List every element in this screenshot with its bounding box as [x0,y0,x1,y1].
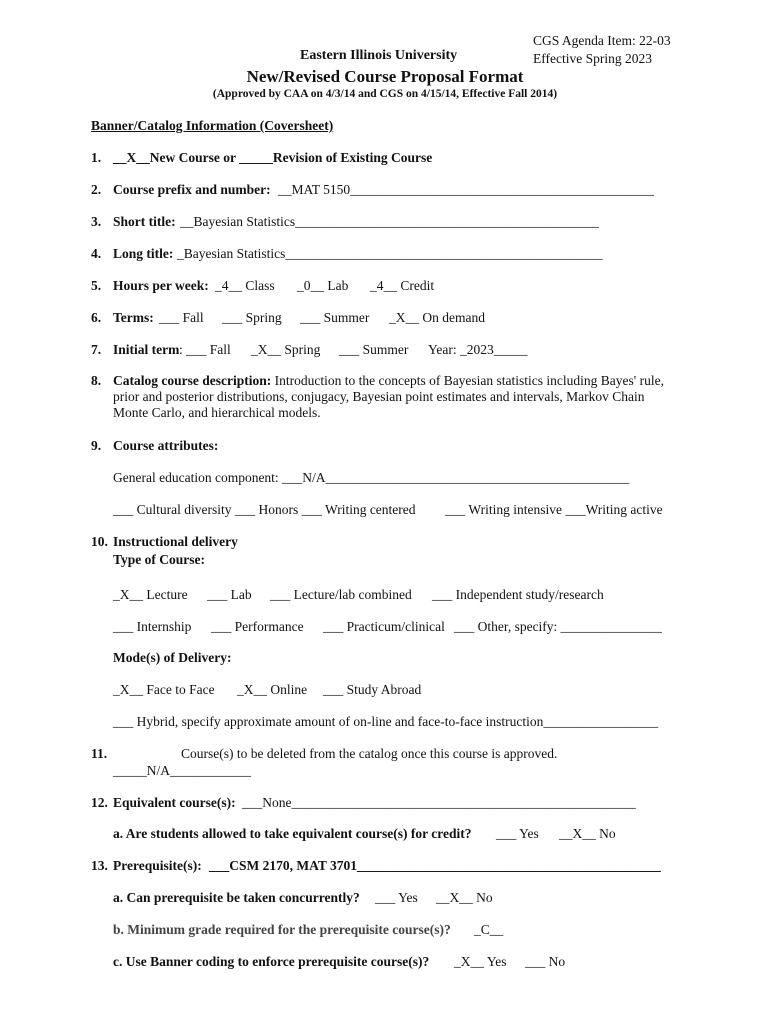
catalog-description [113,373,673,421]
courses-deleted-value: _____N/A____________ [113,763,251,778]
course-attributes-label: Course attributes: [113,438,219,453]
concurrent-yes: ___ Yes [375,890,418,905]
item-number: 11. [91,746,108,761]
type-lecture: _X__ Lecture [113,587,188,602]
terms-label: Terms: [113,310,154,325]
type-other: ___ Other, specify: _______________ [454,619,662,634]
long-title-label: Long title: [113,246,174,261]
hours-credit: _4__ Credit [370,278,435,293]
short-title-label: Short title: [113,214,176,229]
instructional-delivery-label: Instructional delivery [113,534,238,549]
initial-term-label: Initial term [113,342,180,357]
prerequisites-value: ___CSM 2170, MAT 3701_____________________________________________ [209,858,661,873]
equivalent-credit-no: __X__ No [559,826,616,841]
term-summer: ___ Summer [300,310,370,325]
initial-spring: _X__ Spring [251,342,321,357]
course-attribute-options-2: ___ Writing intensive ___Writing active [445,502,663,517]
item-number: 12. [91,795,108,810]
course-type-field: __X__New Course or _____Revision of Existing Course [113,150,433,165]
concurrent-no: __X__ No [436,890,493,905]
term-spring: ___ Spring [222,310,282,325]
item-number: 13. [91,858,108,873]
course-prefix-label: Course prefix and number: [113,182,271,197]
effective-date: Effective Spring 2023 [533,51,652,66]
term-fall: ___ Fall [159,310,204,325]
item-number: 9. [91,438,102,453]
section-heading: Banner/Catalog Information (Coversheet) [91,118,334,133]
type-independent-study: ___ Independent study/research [432,587,604,602]
courses-deleted-label: Course(s) to be deleted from the catalog once this course is approved. [181,746,558,761]
catalog-description-label: Catalog course description: [113,373,272,388]
item-number: 10. [91,534,108,549]
initial-summer: ___ Summer [339,342,409,357]
item-number: 8. [91,373,102,388]
initial-fall: : ___ Fall [179,342,231,357]
gen-ed-component: General education component: ___N/A_____________________________________________ [113,470,630,485]
item-number: 2. [91,182,102,197]
type-lab: ___ Lab [207,587,252,602]
item-number: 5. [91,278,102,293]
page-title: New/Revised Course Proposal Format [246,67,524,86]
term-ondemand: _X__ On demand [389,310,485,325]
banner-coding-question: c. Use Banner coding to enforce prerequisite course(s)? [113,954,430,969]
approved-note: (Approved by CAA on 4/3/14 and CGS on 4/15/14, Effective Fall 2014) [212,88,558,100]
catalog-description-text: Introduction to the concepts of Bayesian statistics including Bayes' rule, prior and posterior distributions, conjugacy, Bayesian point estimates and intervals, Markov Chain Monte Carlo, and hierarchical models. [113,373,664,420]
course-prefix-value: __MAT 5150_____________________________________________ [278,182,654,197]
hours-class: _4__ Class [215,278,275,293]
hours-label: Hours per week: [113,278,209,293]
minimum-grade-question: b. Minimum grade required for the prerequisite course(s)? [113,922,451,937]
banner-coding-yes: _X__ Yes [454,954,507,969]
mode-study-abroad: ___ Study Abroad [323,682,422,697]
concurrent-question: a. Can prerequisite be taken concurrently? [113,890,360,905]
hours-lab: _0__ Lab [297,278,349,293]
item-number: 7. [91,342,102,357]
type-practicum: ___ Practicum/clinical [323,619,445,634]
item-number: 3. [91,214,102,229]
item-number: 6. [91,310,102,325]
course-attribute-options: ___ Cultural diversity ___ Honors ___ Writing centered [113,502,416,517]
modes-of-delivery-label: Mode(s) of Delivery: [113,650,232,665]
minimum-grade-value: _C__ [474,922,504,937]
prerequisites-label: Prerequisite(s): [113,858,202,873]
equivalent-credit-yes: ___ Yes [496,826,539,841]
item-number: 4. [91,246,102,261]
university-name: Eastern Illinois University [300,48,458,63]
type-lecture-lab: ___ Lecture/lab combined [270,587,412,602]
agenda-item: CGS Agenda Item: 22-03 [533,33,671,48]
equivalent-credit-question: a. Are students allowed to take equivalent course(s) for credit? [113,826,472,841]
mode-hybrid: ___ Hybrid, specify approximate amount of on-line and face-to-face instruction_________________ [113,714,659,729]
short-title-value: __Bayesian Statistics_____________________________________________ [180,214,599,229]
long-title-value: _Bayesian Statistics_______________________________________________ [177,246,603,261]
type-performance: ___ Performance [211,619,304,634]
type-internship: ___ Internship [113,619,192,634]
type-of-course-label: Type of Course: [113,552,205,567]
initial-year: Year: _2023_____ [428,342,528,357]
equivalent-courses-value: ___None___________________________________________________ [242,795,636,810]
equivalent-courses-label: Equivalent course(s): [113,795,236,810]
mode-face-to-face: _X__ Face to Face [113,682,215,697]
banner-coding-no: ___ No [525,954,566,969]
mode-online: _X__ Online [237,682,308,697]
item-number: 1. [91,150,102,165]
